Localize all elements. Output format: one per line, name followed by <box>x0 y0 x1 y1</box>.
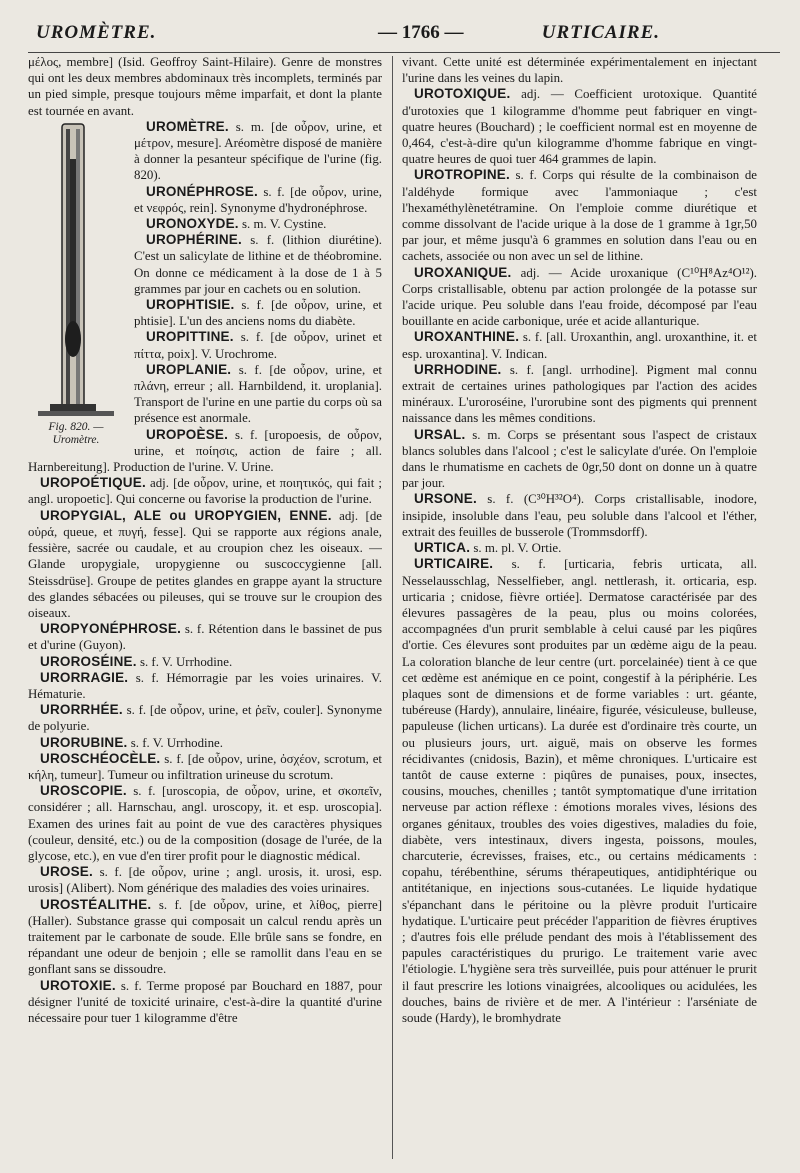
dictionary-entry <box>402 427 757 492</box>
headword: URORUBINE. <box>40 734 128 750</box>
entry-text: s. f. Rétention dans le bassinet de pus et d'urine (Guyon). <box>28 622 382 653</box>
entry-text: s. f. (lithion diurétine). C'est un salicylate de lithine et de théobromine. On donne ce médicament à la dose de 1 à 5 grammes par jour en cachets ou en solution. <box>134 233 382 296</box>
headword: URONOXYDE. <box>146 216 239 232</box>
dictionary-entry <box>402 540 757 556</box>
entry-text: s. f. [de οὖρον, urine, et νεφρός, rein]. Synonyme d'hydronéphrose. <box>134 184 382 215</box>
entry-text: adj. — Acide uroxanique (C¹⁰H⁸Az⁴O¹²). Corps cristallisable, obtenu par action prolongée de la potasse sur l'acide urique. Peu soluble dans l'eau froide, décomposé par l'eau bouillante en acide carbonique, urée et acide allanturique. <box>402 265 757 329</box>
dictionary-entry <box>28 751 382 783</box>
urometer-illustration <box>28 119 124 419</box>
headword: UROXANIQUE. <box>414 264 512 280</box>
headword: UROPLANIE. <box>146 361 232 377</box>
entry-text: s. f. [angl. urrhodine]. Pigment mal connu extrait de certaines urines pathologiques par l'action des acides minéraux. L'uroroséine, l'urorubine sont des pigments qui prennent naissance dans les mêmes conditions. <box>402 362 757 426</box>
dictionary-entry <box>402 86 757 167</box>
headword: URORRHÉE. <box>40 702 123 718</box>
dictionary-entry <box>28 654 382 670</box>
entry-text: s. f. V. Urrhodine. <box>136 654 233 669</box>
page-header <box>28 18 780 53</box>
dictionary-entry <box>28 978 382 1027</box>
right-column <box>402 54 757 1161</box>
headword: UROTOXIQUE. <box>414 86 511 102</box>
entry-text: s. f. [de οὖρον, urine ; angl. urosis, it. urosi, esp. urosis] (Alibert). Nom générique des maladies des voies urinaires. <box>28 865 382 896</box>
entry-text: s. f. [de οὖρον, urine, et λίθος, pierre] (Haller). Substance grasse qui composait un calcul rendu après un traitement par le carbonate de soude. Elle brûle sans se fondre, en répandant une odeur de benjoin ; elle se ramollit dans l'eau en se gonflant sans se dissoudre. <box>28 897 382 977</box>
headword: URORRAGIE. <box>40 669 129 685</box>
headword: UROXANTHINE. <box>414 329 520 345</box>
entry-text: s. f. [de οὖρον, urine, ὀσχέον, scrotum, et κήλη, tumeur]. Tumeur ou infiltration urineuse du scrotum. <box>28 751 382 782</box>
entry-text: vivant. Cette unité est déterminée expérimentalement en injectant l'urine dans les veines du lapin. <box>402 55 757 86</box>
dictionary-entry <box>402 265 757 330</box>
dictionary-entry <box>28 621 382 653</box>
headword: UROPOÈSE. <box>146 426 229 442</box>
headword: UROSE. <box>40 864 93 880</box>
running-head-left: UROMÈTRE. <box>36 22 157 43</box>
headword: URTICA. <box>414 540 471 556</box>
entry-text: s. m. [de οὖρον, urine, et μέτρον, mesure]. Aréomètre disposé de manière à donner la pesanteur spécifique de l'urine (fig. 820). <box>134 119 382 183</box>
entry-text: s. f. [uroscopia, de οὖρον, urine, et σκοπεῖν, considérer ; all. Harnschau, angl. uroscopy, it. et esp. uroscopia]. Examen des urines fait au point de vue des caractères physiques (couleur, densité, etc.) ou de la composition (dosage de l'urée, de la glycose, etc.), en vue d'en tirer profit pour le diagnostic médical. <box>28 784 382 863</box>
dictionary-entry <box>28 670 382 702</box>
entry-text: adj. — Coefficient urotoxique. Quantité d'urotoxies que 1 kilogramme d'homme peut fabriquer en vingt-quatre heures (Bouchard) ; le coefficient normal est en moyenne de 0,464, c'est-à-dire qu'un kilogramme d'homme fabrique en vingt-quatre heures de quoi tuer 464 grammes de lapin. <box>402 87 757 167</box>
entry-text: s. f. V. Urrhodine. <box>127 735 223 750</box>
headword: UROPITTINE. <box>146 329 234 345</box>
headword: URSAL. <box>414 426 466 442</box>
entry-text: s. f. [de οὖρον, urine, et ῥεῖν, couler]. Synonyme de polyurie. <box>28 703 382 734</box>
headword: UROMÈTRE. <box>146 118 229 134</box>
entry-text: adj. [de οὖρον, urine, et ποιητικός, qui fait ; angl. uropoetic]. Qui concerne ou favorise la production de l'urine. <box>28 476 382 507</box>
entry-text: μέλος, membre] (Isid. Geoffroy Saint-Hilaire). Genre de monstres qui ont les deux membres abdominaux très incomplets, terminés par un pied simple, presque toujours même imparfait, et dont la plante est tournée en avant. <box>28 55 382 118</box>
headword: UROPYGIAL, ALE ou UROPYGIEN, ENNE. <box>40 507 332 523</box>
headword: URONÉPHROSE. <box>146 183 258 199</box>
dictionary-entry <box>402 167 757 264</box>
dictionary-entry <box>402 329 757 361</box>
dictionary-entry <box>402 362 757 427</box>
figure-caption: Fig. 820. — Uromètre. <box>48 420 104 446</box>
headword: UROPHTISIE. <box>146 297 235 313</box>
entry-text: s. f. Hémorragie par les voies urinaires. V. Hématurie. <box>28 670 382 701</box>
entry-text: s. f. (C³⁰H³²O⁴). Corps cristallisable, inodore, insipide, insoluble dans l'eau, peu soluble dans l'alcool et l'éther, extrait des feuilles de busserole (Trommsdorff). <box>402 492 757 539</box>
entry-text: s. f. Corps qui résulte de la combinaison de l'aldéhyde formique avec l'ammoniaque ; c'est l'hexaméthylènetétramine. On l'emploie comme diurétique et comme dissolvant de l'acide urique à la dose de 1 gramme à 1gr,50 par jour, et même jusqu'à 6 grammes en solution dans l'eau ou en cachets, associée ou non avec un sel de lithine. <box>402 168 757 264</box>
headword: URTICAIRE. <box>414 556 494 572</box>
dictionary-entry <box>28 508 382 621</box>
column-divider <box>392 56 393 1159</box>
entry-text: s. m. Corps se présentant sous l'aspect de cristaux blancs solubles dans l'alcool ; c'est le salicylate d'urée. On l'emploie dans le rhumatisme en cachets de 0gr,50 dont on donne un à quatre par jour. <box>402 427 757 491</box>
entry-text: s. f. [all. Uroxanthin, angl. uroxanthine, it. et esp. uroxantina]. V. Indican. <box>402 330 757 361</box>
entry-text: adj. [de οὐρά, queue, et πυγή, fesse]. Qui se rapporte aux régions anale, fessière, sacrée ou caudale, et au croupion chez les oiseaux. — Glande uropygiale, uropygienne ou suscoccygienne [all. Steissdrüse]. Groupe de petites glandes en grappe ayant la structure des glandes sébacées ou pileuses, qui se trouve sur le croupion des oiseaux. <box>28 508 382 620</box>
entry-text: s. f. Terme proposé par Bouchard en 1887, pour désigner l'unité de toxicité urinaire, c'est-à-dire la quantité d'urine nécessaire pour tuer 1 kilogramme d'être <box>28 978 382 1025</box>
headword: UROTOXIE. <box>40 977 116 993</box>
headword: URSONE. <box>414 491 477 507</box>
dictionary-entry <box>402 556 757 1026</box>
left-column <box>28 54 382 1161</box>
dictionary-entry <box>28 897 382 978</box>
headword: UROROSÉINE. <box>40 653 137 669</box>
entry-text: s. f. [de οὖρον, urinet et πίττα, poix]. V. Urochrome. <box>134 330 382 361</box>
dictionary-entry <box>28 783 382 864</box>
dictionary-entry <box>28 54 382 119</box>
running-head-right: URTICAIRE. <box>541 22 660 43</box>
entry-text: s. f. [de οὖρον, urine, et phtisie]. L'un des anciens noms du diabète. <box>134 298 382 329</box>
dictionary-entry <box>402 491 757 540</box>
dictionary-entry <box>402 54 757 86</box>
dictionary-entry <box>28 735 382 751</box>
headword: UROPHÉRINE. <box>146 232 242 248</box>
headword: UROSCOPIE. <box>40 783 127 799</box>
headword: UROTROPINE. <box>414 167 510 183</box>
urometer-figure <box>28 119 124 449</box>
headword: URRHODINE. <box>414 361 502 377</box>
entry-text: s. m. pl. V. Ortie. <box>470 541 562 556</box>
entry-text: s. m. V. Cystine. <box>238 217 327 232</box>
headword: UROSCHÉOCÈLE. <box>40 750 161 766</box>
headword: UROSTÉALITHE. <box>40 896 152 912</box>
headword: UROPYONÉPHROSE. <box>40 621 182 637</box>
entry-text: s. f. [de οὖρον, urine, et πλάνη, erreur ; all. Harnbildend, it. uroplania]. Transport de l'urine en une partie du corps où sa présence est anormale. <box>134 362 382 426</box>
entry-text: s. f. [uropoesis, de οὖρον, urine, et ποίησις, action de faire ; all. Harnbereitung]. Production de l'urine. V. Urine. <box>28 427 382 475</box>
dictionary-entry <box>28 864 382 896</box>
entry-text: s. f. [urticaria, febris urticata, all. Nesselausschlag, Nesselfieber, angl. nettlerash, it. orticaria, esp. urticaria ; cnidose, fièvre ortiée]. Dermatose caractérisée par des élevures passagères de la peau, plus ou moins colorées, accompagnées d'un prurit semblable à celui causé par les piqûres d'ortie. Ces élevures sont produites par un œdème aigu de la peau. La coloration blanche de leur centre (urt. porcelainée) tient à ce que cet œdème est anémique en ce point, congestif à la périphérie. Les plaques sont de dimensions et de forme variables : urt. géante, tubéreuse (Hardy), annulaire, linéaire, figurée, vésiculeuse, bulleuse, papuleuse (lichen urticans). La durée est d'ordinaire très courte, un ou plusieurs jours, urt. aiguë, mais on observe les formes récidivantes (cnidosis, Bazin), et même chroniques. L'urticaire est tantôt de cause externe : piqûres de punaises, poux, insectes, cousins, mouches, chenilles ; tantôt symptomatique d'une irritation nerveuse par action réflexe : émotions morales vives, lésions des organes génitaux, troubles des voies digestives, maladies du foie, diabète, vers intestinaux, divers ingesta, poissons, moules, charcuterie, écrevisses, fraises, etc., ou certains médicaments : copahu, térébenthine, sérums thérapeutiques, antidiphtérique ou antitétanique, en injections sous-cutanées. Le liquide hydatique s'épanchant dans le péritoine ou la plèvre produit l'urticaire hydatique. L'urticaire peut précéder l'apparition de fièvres éruptives ; d'autres fois elle prélude pendant des mois à l'établissement des papules caractéristiques du prurigo. Le traitement varie avec l'étiologie. L'hygiène sera très surveillée, puis pour atténuer le prurit il faut prescrire les lotions vinaigrées, alcooliques ou acidulées, les douches, bains de rivière et de mer. A l'intérieur : l'arséniate de soude (Hardy), le bromhydrate <box>402 557 757 1025</box>
headword: UROPOÉTIQUE. <box>40 475 146 491</box>
page-number: — 1766 — <box>378 22 464 43</box>
dictionary-entry <box>28 475 382 507</box>
dictionary-entry <box>28 702 382 734</box>
